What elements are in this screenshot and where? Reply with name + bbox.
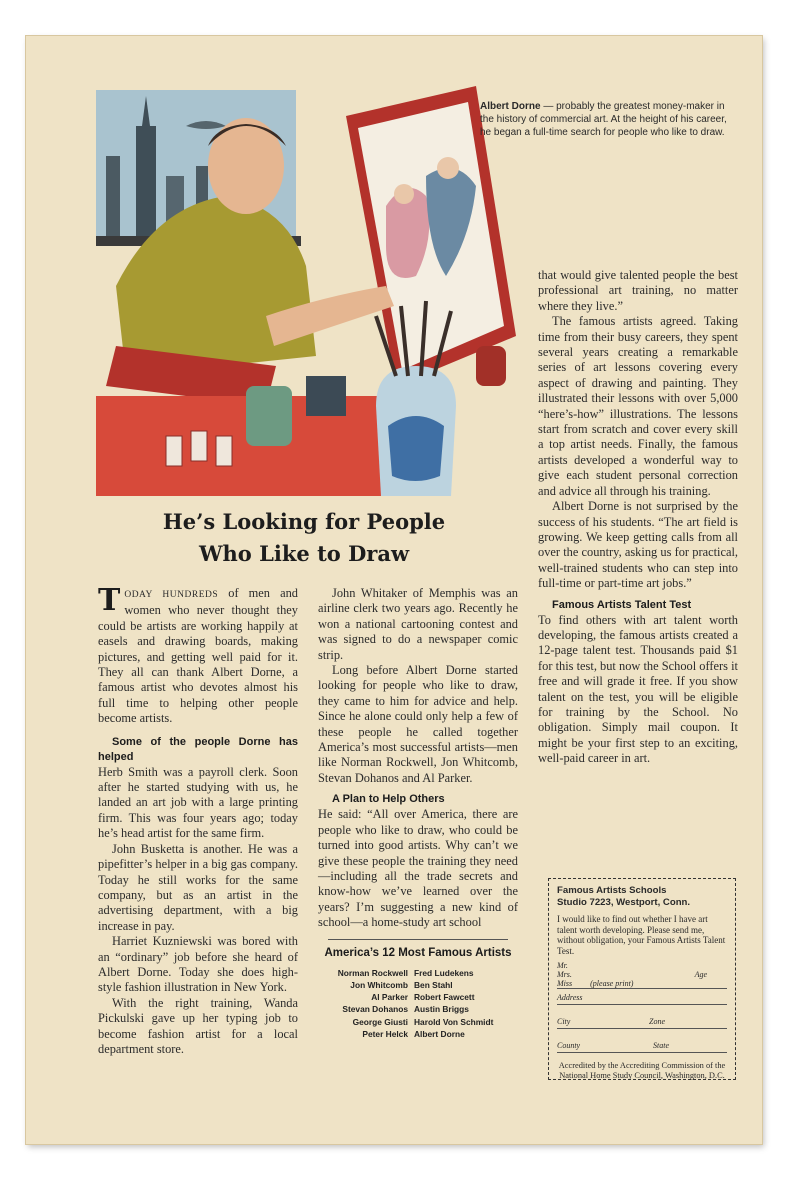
coupon-request-text: I would like to find out whether I have art talent worth developing. Please send me, without obligation, your Famous Artists Talent Test.	[557, 914, 726, 956]
artist-name: Stevan Dohanos	[342, 1004, 408, 1015]
city-zone-field[interactable]	[557, 1017, 727, 1029]
artist-name: Harold Von Schmidt	[414, 1016, 494, 1027]
artists-right-column	[414, 967, 518, 1041]
artist-name: Austin Briggs	[414, 1004, 469, 1015]
name-field[interactable]	[557, 961, 727, 989]
artists-left-column	[318, 967, 414, 1041]
paragraph: Harriet Kuzniewski was bored with an “ordinary” job before she heard of Albert Dorne. Today she does high-style fashion illustration in New York.	[98, 934, 298, 995]
caption-name: Albert Dorne	[480, 101, 541, 112]
column-2	[318, 586, 518, 1040]
artist-name: George Giusti	[352, 1016, 408, 1027]
artist-name: Al Parker	[371, 992, 408, 1003]
address-field[interactable]	[557, 993, 727, 1005]
column-1	[98, 583, 298, 1057]
miss-label: Miss	[557, 979, 573, 988]
city-label: City	[557, 1017, 571, 1026]
intro-lead: ODAY HUNDREDS	[124, 590, 219, 600]
age-label: Age	[694, 970, 707, 979]
artist-name: Jon Whitcomb	[350, 979, 408, 990]
subhead-people-helped: Some of the people Dorne has helped	[98, 735, 298, 763]
subhead-talent-test: Famous Artists Talent Test	[552, 598, 692, 611]
artist-name: Peter Helck	[362, 1029, 408, 1040]
drop-cap: T	[98, 583, 121, 618]
intro-paragraph	[98, 583, 298, 727]
paragraph: that would give talented people the best professional art training, no matter where they live.”	[538, 268, 738, 313]
address-label: Address	[557, 993, 583, 1002]
county-label: County	[557, 1041, 581, 1050]
famous-artists-title: America’s 12 Most Famous Artists	[324, 946, 512, 959]
artist-name: Fred Ludekens	[414, 967, 474, 978]
column-3	[538, 268, 738, 767]
please-print-label: (please print)	[590, 979, 634, 988]
famous-artists-list	[318, 967, 518, 1041]
headline-line-1: He’s Looking for People	[162, 509, 446, 534]
artist-name: Albert Dorne	[414, 1029, 465, 1040]
illustration-caption	[480, 100, 730, 139]
paragraph: Herb Smith was a payroll clerk. Soon after he started studying with us, he landed an art job with a large printing firm. This was four years ago; today he’s head artist for the same firm.	[98, 764, 298, 841]
artist-name: Robert Fawcett	[414, 992, 475, 1003]
paragraph: John Whitaker of Memphis was an airline clerk two years ago. Recently he won a national cartooning contest and was signed to do a newspaper comic strip.	[318, 586, 518, 662]
headline-line-2: Who Like to Draw	[198, 541, 410, 566]
accreditation-text: Accredited by the Accrediting Commission of the National Home Study Council, Washington, D.C.	[558, 1061, 726, 1080]
county-state-field[interactable]	[557, 1041, 727, 1053]
subhead-plan: A Plan to Help Others	[332, 793, 445, 806]
caption-text: — probably the greatest money-maker in the history of commercial art. At the height of his career, he began a full-time search for people who like to draw.	[480, 101, 727, 138]
artist-name: Norman Rockwell	[337, 967, 408, 978]
divider	[328, 939, 508, 940]
mail-coupon[interactable]	[548, 878, 736, 1080]
headline	[96, 506, 512, 570]
artist-name: Ben Stahl	[414, 979, 453, 990]
paragraph: Long before Albert Dorne started looking for people who like to draw, they came to him for advice and help. Since he alone could only help a few of these people he called together America’s most successful artists—men like Norman Rockwell, Jon Whitcomb, Stevan Dohanos and Al Parker.	[318, 663, 518, 785]
paragraph: He said: “All over America, there are people who like to draw, who could be turned into good artists. Why can’t we give these people the training they need—including all the trade secrets and know-how we’ve learned over the years? I’m suggesting a new kind of school—a home-study art school	[318, 807, 518, 930]
intro-text: of men and women who never thought they could be artists are working happily at easels and drawing boards, making pictures, and getting well paid for it. They all can thank Albert Dorne, a famous artist who devotes almost his full time to helping other people become artists.	[98, 586, 298, 726]
mr-label: Mr.	[557, 961, 568, 970]
paragraph: With the right training, Wanda Pickulski gave up her typing job to become fashion artist for a local department store.	[98, 995, 298, 1056]
coupon-school-name: Famous Artists Schools	[557, 885, 667, 896]
paragraph: To find others with art talent worth developing, the famous artists created a 12-page talent test. Thousands paid $1 for this test, but now the School offers it free and will grade it free. If you show talent on the test, you will be eligible for training by the School. No obligation. Simply mail coupon. It might be your first step to an exciting, well-paid career in art.	[538, 612, 738, 766]
paragraph: The famous artists agreed. Taking time from their busy careers, they spent several years creating a remarkable series of art lessons covering every aspect of drawing and painting. They illustrated their lessons with over 5,000 “here’s-how” illustrations. The lessons start from scratch and cover every skill a top artist needs. Finally, the famous artists developed a wonderful way to give each student personal correction and advice all through his training.	[538, 314, 738, 498]
paragraph: John Busketta is another. He was a pipefitter’s helper in a big gas company. Today he still works for the same company, but as an artist in the advertising department, with a big increase in pay.	[98, 841, 298, 933]
paragraph: Albert Dorne is not surprised by the success of his students. “The art field is growing. We keep getting calls from all over the country, asking us for practical, well-trained students who can step into full-time or part-time art jobs.”	[538, 499, 738, 591]
coupon-studio-address: Studio 7223, Westport, Conn.	[557, 897, 691, 908]
mrs-label: Mrs.	[557, 970, 572, 979]
zone-label: Zone	[649, 1017, 665, 1026]
albert-dorne-illustration	[96, 86, 516, 496]
state-label: State	[653, 1041, 669, 1050]
